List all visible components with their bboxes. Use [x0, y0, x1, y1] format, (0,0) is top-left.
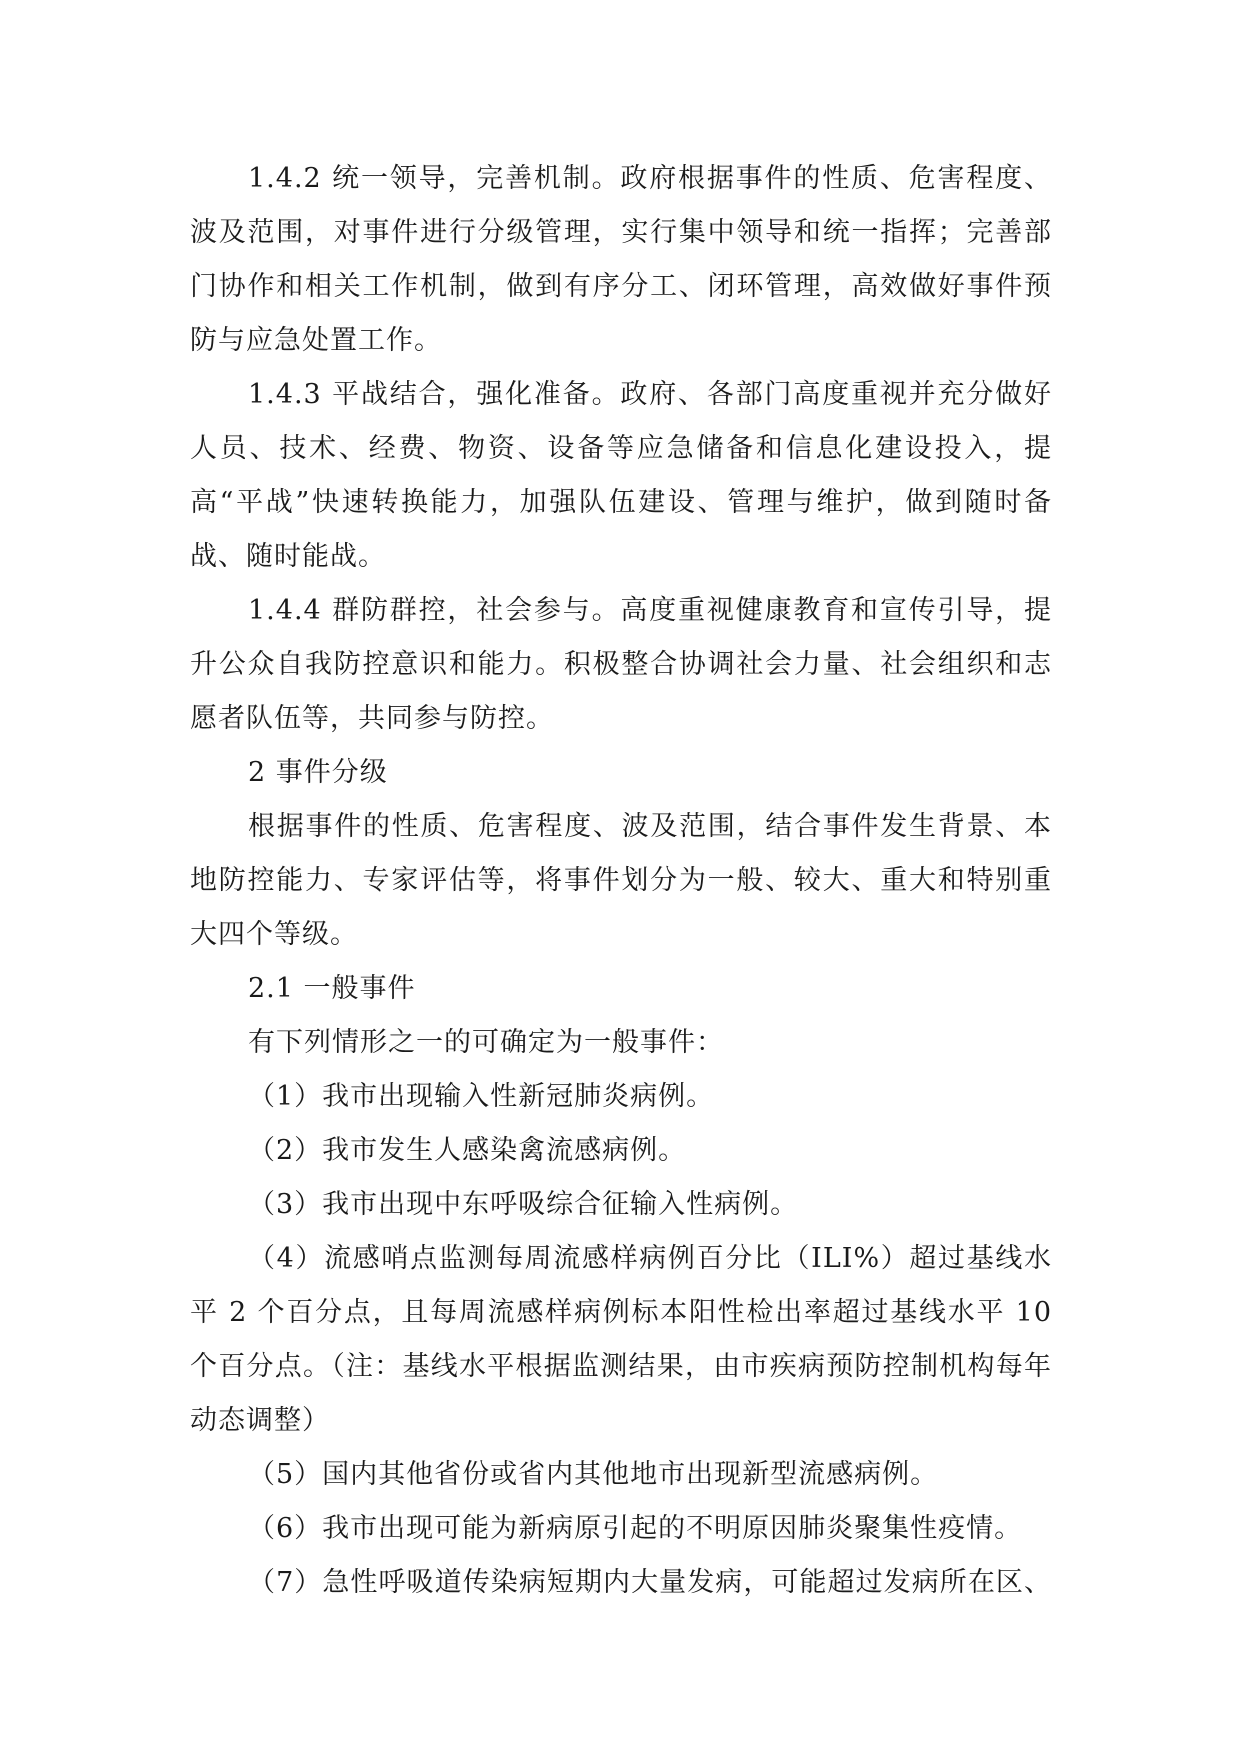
- paragraph-principle-1-4-3: 1.4.3 平战结合，强化准备。政府、各部门高度重视并充分做好人员、技术、经费、物资、设备等应急储备和信息化建设投入，提高“平战”快速转换能力，加强队伍建设、管理与维护，做到随时备战、随时能战。: [190, 379, 1052, 572]
- document-body: [190, 152, 1052, 1610]
- list-item-condition-2: （2）我市发生人感染禽流感病例。: [248, 1135, 687, 1166]
- list-item-condition-5: （5）国内其他省份或省内其他地市出现新型流感病例。: [248, 1459, 939, 1490]
- list-item-condition-1: （1）我市出现输入性新冠肺炎病例。: [248, 1081, 715, 1112]
- list-item-condition-3: （3）我市出现中东呼吸综合征输入性病例。: [248, 1189, 799, 1220]
- paragraph-grading-intro: 根据事件的性质、危害程度、波及范围，结合事件发生背景、本地防控能力、专家评估等，将事件划分为一般、较大、重大和特别重大四个等级。: [190, 811, 1052, 950]
- list-item-condition-4: （4）流感哨点监测每周流感样病例百分比（ILI%）超过基线水平 2 个百分点，且每周流感样病例标本阳性检出率超过基线水平 10 个百分点。（注：基线水平根据监测结果，由市疾病预防控制机构每年动态调整）: [190, 1243, 1052, 1436]
- paragraph-general-event-intro: 有下列情形之一的可确定为一般事件：: [248, 1027, 724, 1058]
- paragraph-principle-1-4-2: 1.4.2 统一领导，完善机制。政府根据事件的性质、危害程度、波及范围，对事件进行分级管理，实行集中领导和统一指挥；完善部门协作和相关工作机制，做到有序分工、闭环管理，高效做好事件预防与应急处置工作。: [190, 163, 1052, 356]
- section-heading-event-grading: 2 事件分级: [248, 757, 388, 788]
- list-item-condition-7: （7）急性呼吸道传染病短期内大量发病，可能超过发病所在区、: [248, 1567, 1052, 1598]
- paragraph-principle-1-4-4: 1.4.4 群防群控，社会参与。高度重视健康教育和宣传引导，提升公众自我防控意识和能力。积极整合协调社会力量、社会组织和志愿者队伍等，共同参与防控。: [190, 595, 1052, 734]
- subsection-heading-general-event: 2.1 一般事件: [248, 973, 416, 1004]
- list-item-condition-6: （6）我市出现可能为新病原引起的不明原因肺炎聚集性疫情。: [248, 1513, 1023, 1544]
